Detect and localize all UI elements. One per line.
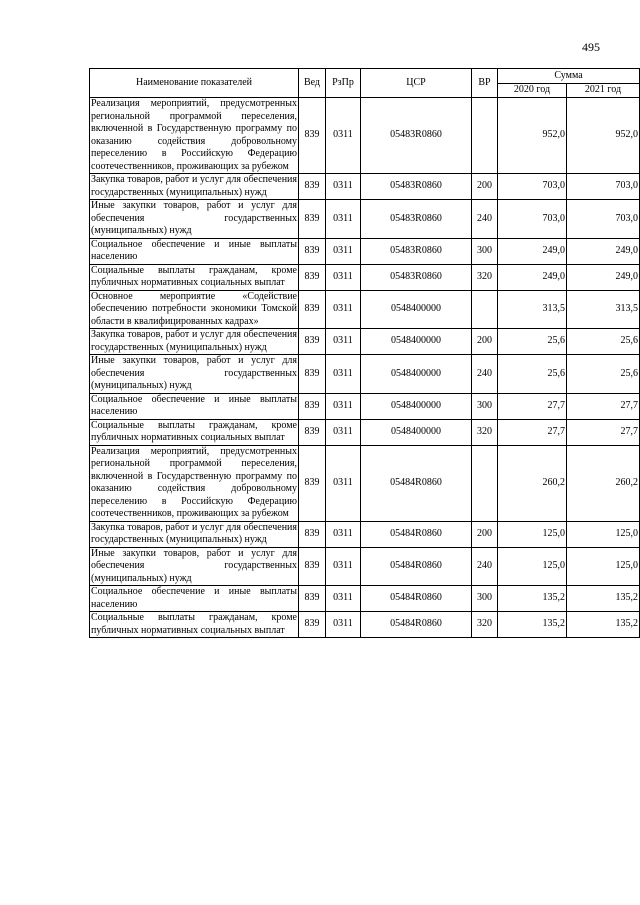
row-amount-2020: 25,6 bbox=[498, 329, 567, 355]
table-row bbox=[90, 98, 640, 174]
row-amount-2021: 703,0 bbox=[567, 174, 640, 200]
table-row bbox=[90, 290, 640, 329]
row-ved: 839 bbox=[299, 521, 326, 547]
row-vr: 240 bbox=[472, 355, 498, 394]
row-csr: 05483R0860 bbox=[361, 238, 472, 264]
row-csr: 05483R0860 bbox=[361, 98, 472, 174]
row-rzpr: 0311 bbox=[326, 98, 361, 174]
row-name: Иные закупки товаров, работ и услуг для обеспечения государственных (муниципальных) нужд bbox=[91, 355, 297, 391]
row-vr: 320 bbox=[472, 612, 498, 638]
row-vr bbox=[472, 98, 498, 174]
row-ved: 839 bbox=[299, 238, 326, 264]
row-name: Иные закупки товаров, работ и услуг для обеспечения государственных (муниципальных) нужд bbox=[91, 200, 297, 236]
row-amount-2020: 125,0 bbox=[498, 521, 567, 547]
row-csr: 05483R0860 bbox=[361, 174, 472, 200]
header-name: Наименование показателей bbox=[90, 69, 299, 98]
row-rzpr: 0311 bbox=[326, 393, 361, 419]
row-amount-2021: 952,0 bbox=[567, 98, 640, 174]
row-vr: 320 bbox=[472, 264, 498, 290]
row-ved: 839 bbox=[299, 419, 326, 445]
row-rzpr: 0311 bbox=[326, 586, 361, 612]
row-name: Социальное обеспечение и иные выплаты населению bbox=[91, 238, 297, 262]
row-amount-2021: 249,0 bbox=[567, 238, 640, 264]
row-name: Закупка товаров, работ и услуг для обеспечения государственных (муниципальных) нужд bbox=[91, 329, 297, 353]
header-csr: ЦСР bbox=[361, 69, 472, 98]
row-ved: 839 bbox=[299, 174, 326, 200]
row-amount-2020: 260,2 bbox=[498, 445, 567, 521]
table-row bbox=[90, 445, 640, 521]
table-row bbox=[90, 419, 640, 445]
table-row bbox=[90, 612, 640, 638]
header-year-2021: 2021 год bbox=[567, 84, 640, 98]
row-amount-2020: 25,6 bbox=[498, 355, 567, 394]
row-rzpr: 0311 bbox=[326, 290, 361, 329]
row-amount-2021: 703,0 bbox=[567, 200, 640, 239]
row-rzpr: 0311 bbox=[326, 521, 361, 547]
row-ved: 839 bbox=[299, 586, 326, 612]
row-amount-2021: 260,2 bbox=[567, 445, 640, 521]
row-ved: 839 bbox=[299, 612, 326, 638]
row-ved: 839 bbox=[299, 98, 326, 174]
row-csr: 05483R0860 bbox=[361, 200, 472, 239]
row-vr: 200 bbox=[472, 329, 498, 355]
row-csr: 05484R0860 bbox=[361, 612, 472, 638]
row-csr: 05484R0860 bbox=[361, 445, 472, 521]
row-name: Социальное обеспечение и иные выплаты населению bbox=[91, 393, 297, 417]
row-rzpr: 0311 bbox=[326, 547, 361, 586]
table-row bbox=[90, 393, 640, 419]
row-amount-2021: 135,2 bbox=[567, 586, 640, 612]
row-name: Закупка товаров, работ и услуг для обеспечения государственных (муниципальных) нужд bbox=[91, 521, 297, 545]
row-vr: 320 bbox=[472, 419, 498, 445]
row-ved: 839 bbox=[299, 200, 326, 239]
row-csr: 05484R0860 bbox=[361, 521, 472, 547]
row-name: Социальные выплаты гражданам, кроме публичных нормативных социальных выплат bbox=[91, 419, 297, 443]
row-amount-2020: 27,7 bbox=[498, 419, 567, 445]
row-amount-2020: 313,5 bbox=[498, 290, 567, 329]
row-vr: 240 bbox=[472, 547, 498, 586]
row-vr: 200 bbox=[472, 174, 498, 200]
row-amount-2021: 25,6 bbox=[567, 355, 640, 394]
header-ved: Вед bbox=[299, 69, 326, 98]
row-name: Реализация мероприятий, предусмотренных региональной программой переселения, включенной в Государственную программу по оказанию содействия добровольному переселению в Российскую Федерацию соотечественников, проживающих за рубежом bbox=[91, 98, 297, 172]
table-row bbox=[90, 329, 640, 355]
row-ved: 839 bbox=[299, 393, 326, 419]
row-amount-2021: 249,0 bbox=[567, 264, 640, 290]
row-name: Закупка товаров, работ и услуг для обеспечения государственных (муниципальных) нужд bbox=[91, 174, 297, 198]
row-amount-2021: 125,0 bbox=[567, 547, 640, 586]
table-row bbox=[90, 355, 640, 394]
row-amount-2021: 27,7 bbox=[567, 393, 640, 419]
row-amount-2020: 703,0 bbox=[498, 200, 567, 239]
row-amount-2020: 703,0 bbox=[498, 174, 567, 200]
table-row bbox=[90, 238, 640, 264]
row-vr: 300 bbox=[472, 238, 498, 264]
table-body bbox=[90, 98, 640, 638]
table-row bbox=[90, 547, 640, 586]
row-name: Основное мероприятие «Содействие обеспечению потребности экономики Томской области в квалифицированных кадрах» bbox=[91, 290, 297, 327]
header-rzpr: РзПр bbox=[326, 69, 361, 98]
row-csr: 05483R0860 bbox=[361, 264, 472, 290]
row-csr: 05484R0860 bbox=[361, 586, 472, 612]
row-csr: 0548400000 bbox=[361, 419, 472, 445]
row-amount-2020: 125,0 bbox=[498, 547, 567, 586]
row-amount-2021: 125,0 bbox=[567, 521, 640, 547]
row-amount-2021: 313,5 bbox=[567, 290, 640, 329]
row-name: Социальные выплаты гражданам, кроме публичных нормативных социальных выплат bbox=[91, 264, 297, 288]
row-rzpr: 0311 bbox=[326, 174, 361, 200]
row-vr bbox=[472, 445, 498, 521]
table-row bbox=[90, 521, 640, 547]
header-vr: ВР bbox=[472, 69, 498, 98]
row-csr: 0548400000 bbox=[361, 393, 472, 419]
row-amount-2020: 135,2 bbox=[498, 612, 567, 638]
table-row bbox=[90, 200, 640, 239]
row-csr: 05484R0860 bbox=[361, 547, 472, 586]
row-amount-2021: 135,2 bbox=[567, 612, 640, 638]
row-rzpr: 0311 bbox=[326, 445, 361, 521]
row-vr: 300 bbox=[472, 586, 498, 612]
row-csr: 0548400000 bbox=[361, 329, 472, 355]
row-rzpr: 0311 bbox=[326, 329, 361, 355]
header-year-2020: 2020 год bbox=[498, 84, 567, 98]
row-amount-2020: 952,0 bbox=[498, 98, 567, 174]
row-ved: 839 bbox=[299, 264, 326, 290]
row-vr: 200 bbox=[472, 521, 498, 547]
header-sum: Сумма bbox=[498, 69, 640, 84]
row-rzpr: 0311 bbox=[326, 200, 361, 239]
table-row bbox=[90, 586, 640, 612]
row-name: Иные закупки товаров, работ и услуг для обеспечения государственных (муниципальных) нужд bbox=[91, 547, 297, 584]
row-vr: 300 bbox=[472, 393, 498, 419]
row-ved: 839 bbox=[299, 329, 326, 355]
row-rzpr: 0311 bbox=[326, 419, 361, 445]
row-amount-2021: 27,7 bbox=[567, 419, 640, 445]
table-row bbox=[90, 264, 640, 290]
row-ved: 839 bbox=[299, 355, 326, 394]
row-ved: 839 bbox=[299, 445, 326, 521]
row-vr bbox=[472, 290, 498, 329]
row-csr: 0548400000 bbox=[361, 355, 472, 394]
row-ved: 839 bbox=[299, 547, 326, 586]
row-amount-2020: 249,0 bbox=[498, 238, 567, 264]
row-name: Реализация мероприятий, предусмотренных региональной программой переселения, включенной в Государственную программу по оказанию содействия добровольному переселению в Российскую Федерацию соотечественников, проживающих за рубежом bbox=[91, 445, 297, 519]
row-name: Социальные выплаты гражданам, кроме публичных нормативных социальных выплат bbox=[91, 612, 297, 636]
page-number: 495 bbox=[582, 40, 600, 54]
row-name: Социальное обеспечение и иные выплаты населению bbox=[91, 586, 297, 610]
row-csr: 0548400000 bbox=[361, 290, 472, 329]
row-rzpr: 0311 bbox=[326, 238, 361, 264]
row-ved: 839 bbox=[299, 290, 326, 329]
row-amount-2020: 27,7 bbox=[498, 393, 567, 419]
table-row bbox=[90, 174, 640, 200]
budget-table bbox=[89, 68, 640, 638]
row-rzpr: 0311 bbox=[326, 264, 361, 290]
row-amount-2021: 25,6 bbox=[567, 329, 640, 355]
row-vr: 240 bbox=[472, 200, 498, 239]
row-rzpr: 0311 bbox=[326, 355, 361, 394]
row-rzpr: 0311 bbox=[326, 612, 361, 638]
row-amount-2020: 249,0 bbox=[498, 264, 567, 290]
row-amount-2020: 135,2 bbox=[498, 586, 567, 612]
